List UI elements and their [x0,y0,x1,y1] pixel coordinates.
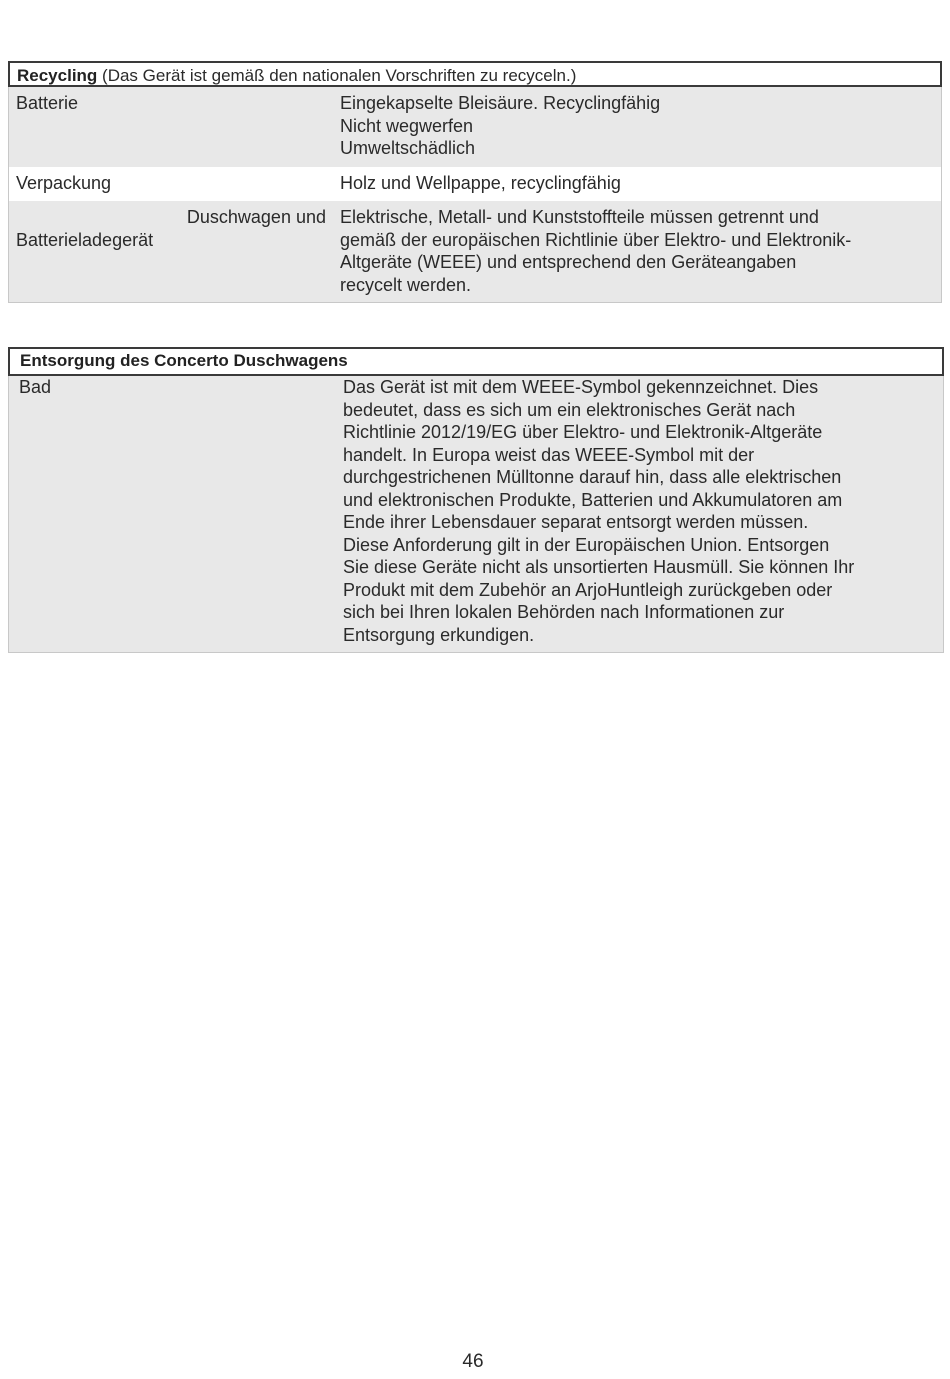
recycling-table [8,61,942,303]
row-value-line: Umweltschädlich [340,138,476,158]
recycling-table-header [8,61,942,87]
row-value-line: Sie diese Geräte nicht als unsortierten Hausmüll. Sie können Ihr [343,557,855,577]
row-value-line: sich bei Ihren lokalen Behörden nach Informationen zur [343,602,785,622]
row-label: Bad [19,377,52,397]
table-row [8,87,942,167]
disposal-table-header [8,347,944,376]
row-value-line: durchgestrichenen Mülltonne darauf hin, dass alle elektrischen [343,467,842,487]
row-value-line: Produkt mit dem Zubehör an ArjoHuntleigh zurückgeben oder [343,579,833,600]
table-row [8,201,942,303]
recycling-title: Recycling [17,66,98,85]
row-value [333,172,941,201]
row-value [333,92,941,167]
row-value-line: Entsorgung erkundigen. [343,624,535,645]
row-label: Batterie [16,93,79,113]
row-label [9,206,333,302]
table-row [8,376,944,653]
disposal-table [8,347,944,653]
row-value-line: Ende ihrer Lebensdauer separat entsorgt werden müssen. [343,512,809,532]
row-value-line: bedeutet, dass es sich um ein elektronisches Gerät nach [343,399,796,420]
table-row [8,167,942,201]
disposal-title: Entsorgung des Concerto Duschwagens [20,351,348,370]
recycling-subtitle: (Das Gerät ist gemäß den nationalen Vorschriften zu recyceln.) [97,66,577,85]
row-value-line: gemäß der europäischen Richtlinie über Elektro- und Elektronik- [340,229,852,250]
row-value-line: und elektronischen Produkte, Batterien und Akkumulatoren am [343,489,843,510]
row-value-line: Holz und Wellpappe, recyclingfähig [340,173,621,193]
row-value-line: Elektrische, Metall- und Kunststoffteile müssen getrennt und [340,207,819,227]
row-label-line: Duschwagen und [186,207,326,227]
row-value-line: handelt. In Europa weist das WEEE-Symbol mit der [343,444,755,465]
row-value-line: Eingekapselte Bleisäure. Recyclingfähig [340,93,661,113]
row-value-line: Das Gerät ist mit dem WEEE-Symbol gekennzeichnet. Dies [343,377,819,397]
page-number: 46 [462,1351,484,1372]
row-label: Verpackung [16,173,112,193]
row-value-line: Richtlinie 2012/19/EG über Elektro- und Elektronik-Altgeräte [343,422,823,442]
row-value-line: Diese Anforderung gilt in der Europäischen Union. Entsorgen [343,534,830,555]
row-value-line: recycelt werden. [340,274,472,295]
row-value [333,206,941,302]
row-value [336,376,943,652]
row-value-line: Altgeräte (WEEE) und entsprechend den Geräteangaben [340,252,797,272]
row-value-line: Nicht wegwerfen [340,115,474,136]
row-label-line: Batterieladegerät [16,229,154,250]
